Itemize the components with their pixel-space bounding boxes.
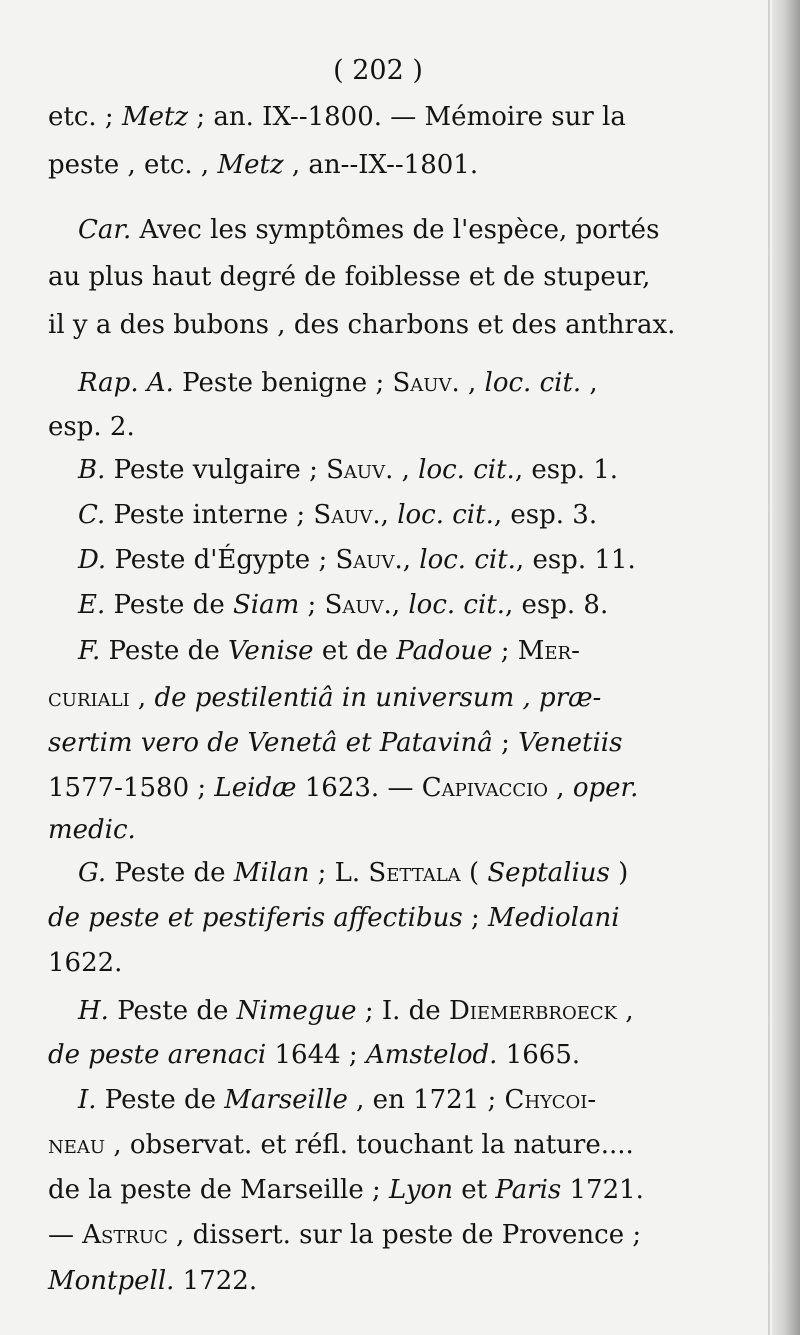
text-line xyxy=(48,948,122,978)
text-line xyxy=(48,1175,644,1205)
text-run: , xyxy=(393,455,419,485)
italic-text: D. xyxy=(78,545,107,575)
text-line xyxy=(48,815,136,845)
italic-text: medic. xyxy=(48,815,136,845)
text-run: , xyxy=(548,773,573,803)
text-run: , esp. 11. xyxy=(515,545,636,575)
text-run: , xyxy=(617,996,634,1026)
text-line xyxy=(48,903,620,933)
small-caps-name: Sauv. xyxy=(335,545,403,575)
small-caps-name: Sauv. xyxy=(326,455,394,485)
text-line xyxy=(48,150,478,180)
text-line xyxy=(48,728,622,758)
italic-text: B. xyxy=(78,455,106,485)
text-run: et xyxy=(452,1175,496,1205)
text-run: Peste interne ; xyxy=(105,500,314,530)
text-run: Peste benigne ; xyxy=(173,368,393,398)
text-run: , xyxy=(459,368,485,398)
text-run: — xyxy=(48,1220,83,1250)
text-line xyxy=(48,773,638,803)
text-run: 1577-1580 ; xyxy=(48,773,215,803)
small-caps-name: neau xyxy=(48,1130,106,1160)
italic-text: Septalius xyxy=(487,858,610,888)
text-run: ; xyxy=(462,903,489,933)
page-number: ( 202 ) xyxy=(333,55,423,86)
text-run: ; xyxy=(492,728,519,758)
italic-text: I. xyxy=(78,1085,97,1115)
text-run: ; L. xyxy=(309,858,369,888)
text-run: Peste d'Égypte ; xyxy=(106,545,336,575)
small-caps-name: Sauv. xyxy=(392,368,460,398)
text-run: Peste vulgaire ; xyxy=(105,455,327,485)
italic-text: Marseille xyxy=(224,1085,348,1115)
text-line xyxy=(78,636,580,666)
text-line xyxy=(48,1266,257,1296)
text-line xyxy=(78,858,628,888)
text-run: Peste de xyxy=(100,636,228,666)
text-line xyxy=(48,412,135,442)
italic-text: de peste et pestiferis affectibus xyxy=(48,903,463,933)
text-run: 1644 ; xyxy=(266,1040,366,1070)
text-run: etc. ; xyxy=(48,102,122,132)
italic-text: Padoue xyxy=(396,636,493,666)
italic-text: de pestilentiâ in universum , præ- xyxy=(154,683,602,713)
text-run: , xyxy=(402,545,420,575)
text-run: au plus haut degré de foiblesse et de stupeur, xyxy=(48,262,651,292)
text-run: , esp. 8. xyxy=(505,590,609,620)
text-run: peste , etc. , xyxy=(48,150,218,180)
text-line xyxy=(78,590,608,620)
italic-text: Lyon xyxy=(389,1175,453,1205)
italic-text: de peste arenaci xyxy=(48,1040,267,1070)
italic-text: Montpell. xyxy=(48,1266,175,1296)
italic-text: Venise xyxy=(227,636,314,666)
text-run: 1665. xyxy=(497,1040,581,1070)
italic-text: loc. cit. xyxy=(419,545,516,575)
text-run: ; an. IX--1800. — Mémoire sur la xyxy=(188,102,626,132)
text-run: et de xyxy=(313,636,397,666)
small-caps-name: Astruc xyxy=(82,1220,168,1250)
italic-text: Car. xyxy=(78,215,132,245)
text-run: , xyxy=(581,368,598,398)
text-run: esp. 2. xyxy=(48,412,135,442)
text-run: ; xyxy=(492,636,518,666)
text-line xyxy=(78,455,618,485)
small-caps-name: Sauv. xyxy=(313,500,381,530)
text-run: ) xyxy=(609,858,629,888)
italic-text: G. xyxy=(78,858,107,888)
text-run: , xyxy=(129,683,155,713)
italic-text: Mediolani xyxy=(488,903,620,933)
italic-text: oper. xyxy=(572,773,639,803)
italic-text: F. xyxy=(78,636,101,666)
italic-text: H. xyxy=(78,996,109,1026)
text-run: 1721. xyxy=(561,1175,644,1205)
text-run: Peste de xyxy=(106,858,234,888)
italic-text: Amstelod. xyxy=(365,1040,498,1070)
text-run: 1623. — xyxy=(296,773,422,803)
text-run: , xyxy=(391,590,409,620)
italic-text: Paris xyxy=(495,1175,562,1205)
text-line xyxy=(48,1130,634,1160)
text-line xyxy=(48,102,626,132)
text-line xyxy=(78,500,597,530)
text-run: ; I. de xyxy=(356,996,449,1026)
text-run: 1622. xyxy=(48,948,123,978)
text-run: , observat. et réfl. touchant la nature.... xyxy=(105,1130,634,1160)
text-run: 1722. xyxy=(174,1266,258,1296)
italic-text: E. xyxy=(78,590,106,620)
italic-text: loc. cit. xyxy=(397,500,494,530)
small-caps-name: Chycoi- xyxy=(504,1085,597,1115)
italic-text: Rap. A. xyxy=(78,368,174,398)
text-run: , en 1721 ; xyxy=(347,1085,505,1115)
text-run: Peste de xyxy=(105,590,233,620)
italic-text: sertim vero de Venetâ et Patavinâ xyxy=(48,728,493,758)
text-run: , xyxy=(380,500,398,530)
text-line xyxy=(78,996,634,1026)
italic-text: Siam xyxy=(232,590,300,620)
small-caps-name: Settala xyxy=(368,858,461,888)
italic-text: Metz xyxy=(217,150,284,180)
book-spine-shadow xyxy=(772,0,800,1335)
text-line xyxy=(48,683,601,713)
text-line xyxy=(78,545,636,575)
text-line xyxy=(78,215,659,245)
text-line xyxy=(78,368,598,398)
italic-text: Milan xyxy=(233,858,310,888)
text-run: , an--IX--1801. xyxy=(283,150,479,180)
italic-text: C. xyxy=(78,500,106,530)
italic-text: Nimegue xyxy=(236,996,357,1026)
text-run: Peste de xyxy=(108,996,237,1026)
small-caps-name: curiali xyxy=(48,683,130,713)
text-line xyxy=(48,262,650,292)
text-line xyxy=(48,1040,580,1070)
page-fold-line xyxy=(768,0,770,1335)
text-run: Avec les symptômes de l'espèce, portés xyxy=(131,215,660,245)
text-run: , dissert. sur la peste de Provence ; xyxy=(167,1220,642,1250)
italic-text: loc. cit. xyxy=(408,590,505,620)
small-caps-name: Capivaccio xyxy=(421,773,549,803)
text-line xyxy=(78,1085,596,1115)
italic-text: Leidæ xyxy=(214,773,297,803)
italic-text: loc. cit. xyxy=(418,455,515,485)
text-run: ; xyxy=(299,590,325,620)
text-run: , esp. 1. xyxy=(514,455,619,485)
text-line xyxy=(48,310,675,340)
small-caps-name: Diemerbroeck xyxy=(448,996,618,1026)
small-caps-name: Sauv. xyxy=(324,590,392,620)
small-caps-name: Mer- xyxy=(517,636,580,666)
italic-text: Metz xyxy=(121,102,189,132)
text-run: il y a des bubons , des charbons et des anthrax. xyxy=(48,310,676,340)
italic-text: loc. cit. xyxy=(484,368,582,398)
text-run: , esp. 3. xyxy=(493,500,598,530)
text-run: de la peste de Marseille ; xyxy=(48,1175,390,1205)
text-line xyxy=(48,1220,641,1250)
text-run: Peste de xyxy=(96,1085,225,1115)
text-run: ( xyxy=(460,858,488,888)
italic-text: Venetiis xyxy=(518,728,623,758)
